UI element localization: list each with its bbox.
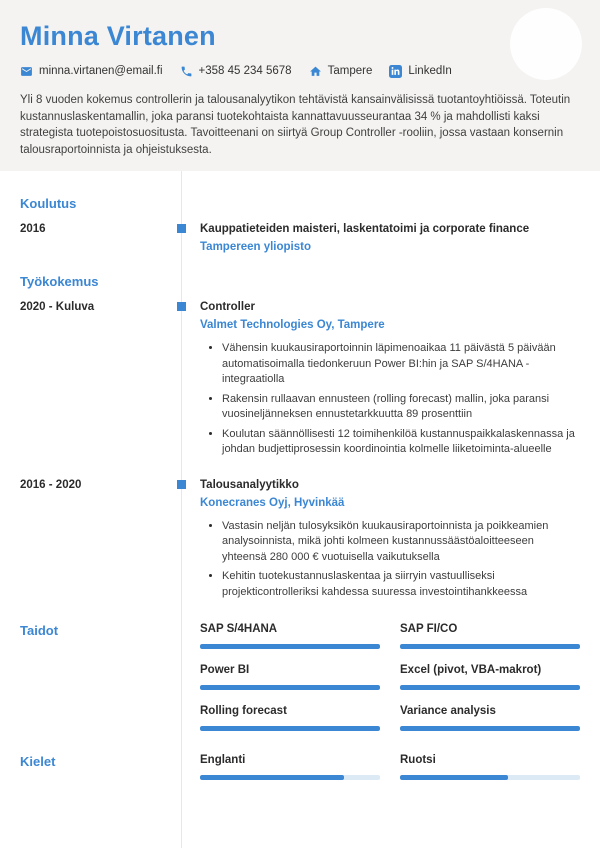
language-bar-track (400, 775, 580, 780)
contact-linkedin-label: LinkedIn (408, 65, 452, 77)
linkedin-icon (389, 65, 402, 78)
profile-photo-placeholder (510, 8, 582, 80)
entry-period: 2016 (20, 223, 46, 235)
section-title-skills: Taidot (20, 623, 59, 638)
entry-bullet-icon (177, 480, 186, 489)
skill-bar-fill (200, 726, 380, 731)
achievement-item: • Rakensin rullaavan ennusteen (rolling forecast) mallin, joka paransi vuosineljänneksen ennustetarkkuutta 89 prosenttiin (222, 392, 580, 423)
degree-title: Kauppatieteiden maisteri, laskentatoimi ja corporate finance (200, 223, 530, 235)
skill-bar-track (400, 685, 580, 690)
section-title-education: Koulutus (20, 196, 77, 211)
skills-section (0, 622, 600, 731)
education-section (0, 195, 600, 255)
header (0, 0, 600, 171)
education-entry (0, 221, 600, 255)
achievement-list (200, 341, 580, 458)
skill-bar-track (200, 644, 380, 649)
skill-bar-track (200, 685, 380, 690)
job-title: Talousanalyytikko (200, 478, 299, 491)
skill-bar-track (400, 644, 580, 649)
contact-location-label: Tampere (327, 65, 373, 77)
contact-linkedin[interactable] (389, 65, 451, 78)
language-label: Ruotsi (400, 754, 436, 766)
language-bar-track (200, 775, 380, 780)
section-title-languages: Kielet (20, 754, 56, 769)
skill-label: SAP S/4HANA (200, 623, 278, 635)
language-label: Englanti (200, 754, 246, 766)
experience-entry (0, 477, 600, 605)
language-item (200, 753, 380, 780)
skill-label: Rolling forecast (200, 705, 287, 717)
skill-bar-track (400, 726, 580, 731)
entry-period: 2020 - Kuluva (20, 301, 95, 313)
language-bar-fill (400, 775, 508, 780)
entry-bullet-icon (177, 302, 186, 311)
contact-phone[interactable] (180, 65, 292, 78)
job-title: Controller (200, 301, 255, 313)
contact-row (20, 64, 580, 78)
skill-bar-fill (200, 685, 380, 690)
skill-label: Power BI (200, 664, 250, 676)
achievement-item: • Kehitin tuotekustannuslaskentaa ja siirryin vastuulliseksi projekticontrolleriksi kahdessa suuressa investointihankkeessa (222, 569, 580, 600)
skill-item (200, 663, 380, 690)
achievement-item: • Koulutan säännöllisesti 12 toimihenkilöä kustannuspaikkalaskennassa ja johdan budjettiprosessin koordinointia kolmelle liiketoiminta-alueelle (222, 427, 580, 458)
contact-location[interactable] (309, 65, 373, 78)
language-bar-fill (200, 775, 344, 780)
languages-section (0, 753, 600, 780)
skill-bar-track (200, 726, 380, 731)
language-item (400, 753, 580, 780)
company-name: Konecranes Oyj, Hyvinkää (200, 496, 345, 509)
experience-section (0, 273, 600, 604)
skill-item (200, 704, 380, 731)
skill-item (200, 622, 380, 649)
achievement-item: • Vastasin neljän tulosyksikön kuukausiraportoinnista ja poikkeamien analysoinnista, mikä johti kolmeen kustannussäästöaloitteeseen yhteensä 280 000 € vuotuisella vaikutuksella (222, 519, 580, 566)
skill-bar-fill (200, 644, 380, 649)
company-name: Valmet Technologies Oy, Tampere (200, 319, 385, 331)
skill-label: Variance analysis (400, 705, 496, 717)
skill-label: Excel (pivot, VBA-makrot) (400, 664, 542, 676)
skill-bar-fill (400, 685, 580, 690)
skill-bar-fill (400, 726, 580, 731)
skill-label: SAP FI/CO (400, 623, 458, 635)
achievement-list (200, 519, 580, 601)
skill-bar-fill (400, 644, 580, 649)
entry-period: 2016 - 2020 (20, 478, 82, 491)
section-title-experience: Työkokemus (20, 274, 99, 289)
skill-item (400, 663, 580, 690)
school-name: Tampereen yliopisto (200, 241, 311, 253)
entry-bullet-icon (177, 224, 186, 233)
summary-text: Yli 8 vuoden kokemus controllerin ja talousanalyytikon tehtävistä kansainvälisissä tuotantoyhtiöissä. Toteutin kustannuslaskentamallin, joka paransi tuotekohtaista kannattavuusseurantaa 34 % ja mahdollisti kaksi strategista tuotepoistosuositusta. Tavoitteenani on siirtyä Group Controller -rooliin, jossa vastaan konsernin talousraportoinnista ja ohjeistuksesta. (20, 94, 571, 156)
contact-phone-label: +358 45 234 5678 (198, 65, 292, 77)
skill-item (400, 622, 580, 649)
skill-item (400, 704, 580, 731)
home-icon (309, 65, 322, 78)
page-title: Minna Virtanen (20, 21, 216, 51)
contact-email[interactable] (20, 65, 163, 78)
phone-icon (180, 65, 193, 78)
contact-email-label: minna.virtanen@email.fi (39, 65, 163, 77)
envelope-icon (20, 65, 33, 78)
experience-entry (0, 299, 600, 462)
achievement-item: • Vähensin kuukausiraportoinnin läpimenoaikaa 11 päivästä 5 päivään automatisoimalla tiedonkeruun Power BI:hin ja SAP S/4HANA -integraatiolla (222, 341, 580, 388)
